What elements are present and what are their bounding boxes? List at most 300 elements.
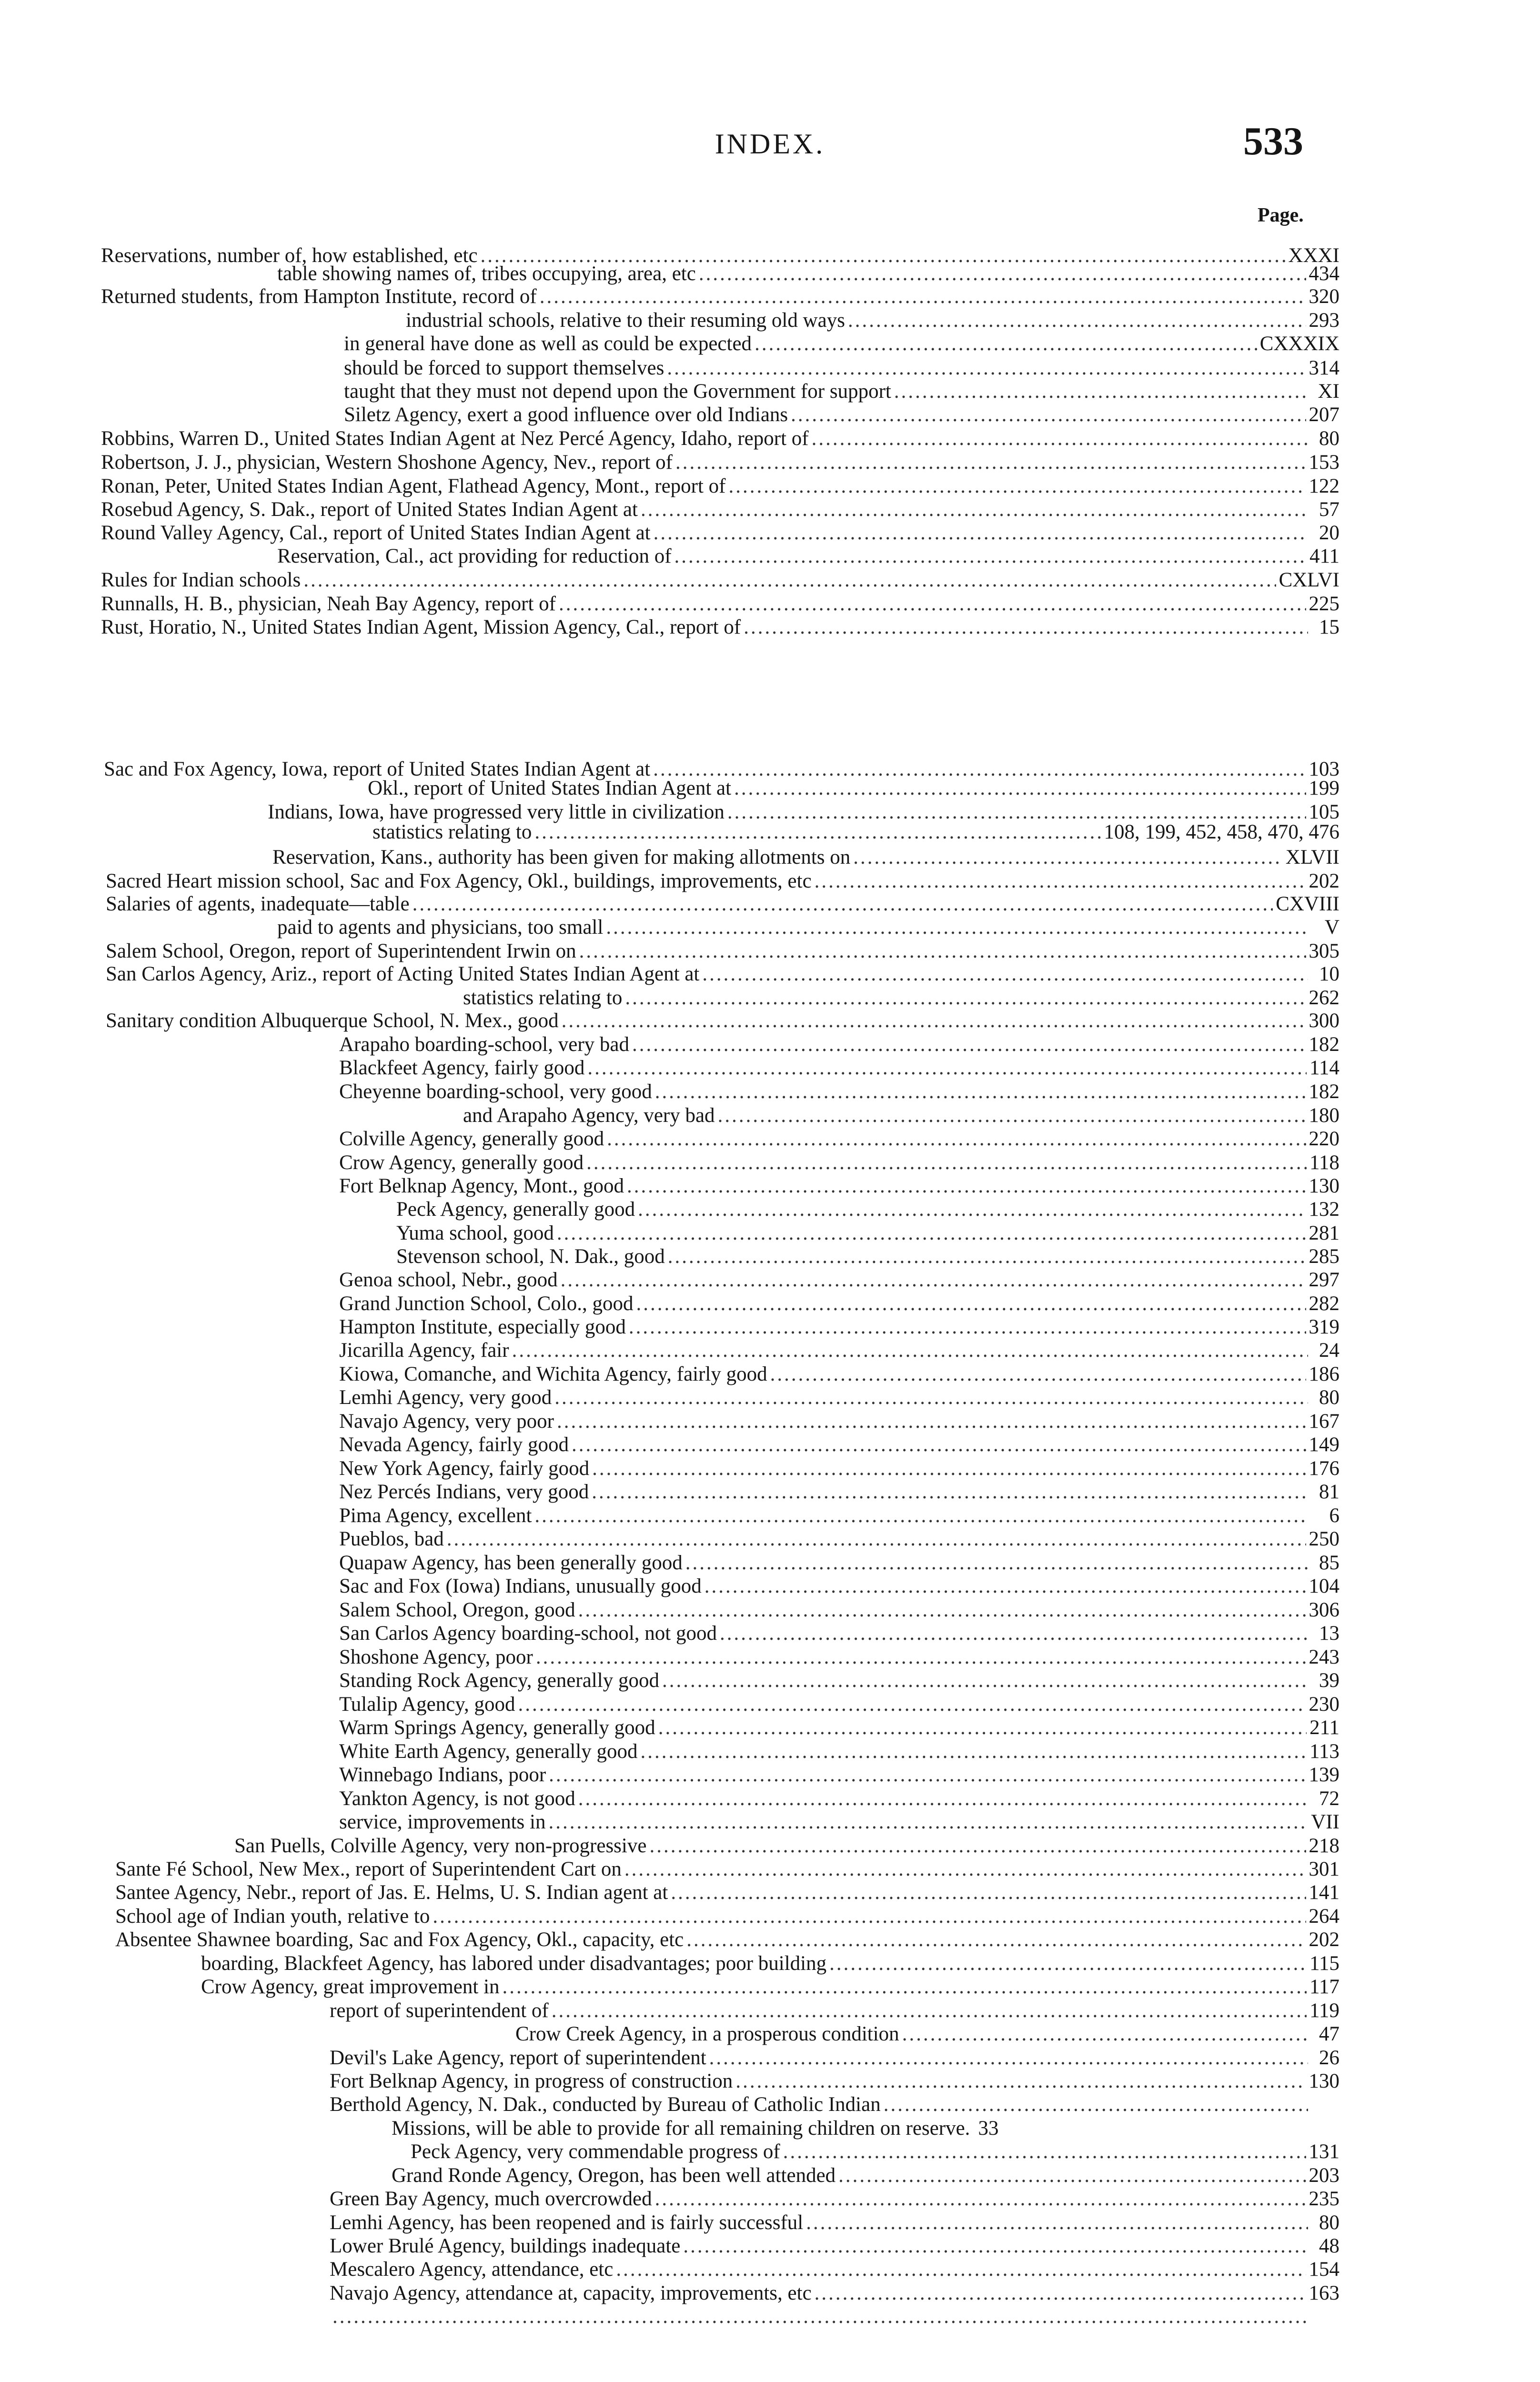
entry-page: 202 [1308, 870, 1339, 892]
dot-leader [667, 356, 1306, 380]
entry-text: should be forced to support themselves [344, 357, 664, 379]
dot-leader [433, 1905, 1306, 1928]
entry-page: 114 [1309, 1057, 1339, 1079]
dot-leader [557, 1221, 1306, 1245]
entry-page: V [1324, 916, 1339, 939]
index-entry [339, 1693, 1339, 1716]
entry-text: Quapaw Agency, has been generally good [339, 1552, 683, 1574]
entry-page: CXLVI [1278, 569, 1339, 591]
entry-text: Arapaho boarding-school, very bad [339, 1033, 629, 1056]
entry-page: 182 [1308, 1080, 1339, 1103]
index-entry [406, 309, 1339, 333]
dot-leader [655, 2187, 1306, 2211]
entry-text: Ronan, Peter, United States Indian Agent, Flathead Agency, Mont., report of [101, 475, 726, 497]
entry-page: 243 [1308, 1646, 1339, 1668]
entry-page: 186 [1308, 1363, 1339, 1385]
index-entry [339, 1457, 1339, 1481]
index-entry [396, 1245, 1339, 1269]
entry-page: 218 [1308, 1835, 1339, 1857]
dot-leader [536, 1645, 1306, 1669]
dot-leader [332, 2305, 1308, 2329]
dot-leader [586, 1151, 1307, 1175]
index-entry [101, 592, 1339, 616]
index-entry [339, 1716, 1339, 1740]
index-entry [101, 521, 1339, 545]
index-entry [339, 1669, 1339, 1693]
index-entry [515, 2022, 1339, 2046]
entry-text: New York Agency, fairly good [339, 1457, 590, 1480]
dot-leader [744, 616, 1308, 639]
entry-page: 81 [1319, 1481, 1339, 1503]
entry-text: Absentee Shawnee boarding, Sac and Fox Agency, Okl., capacity, etc [115, 1928, 684, 1951]
entry-text: Peck Agency, very commendable progress of [411, 2140, 780, 2163]
entry-page: 103 [1308, 758, 1339, 780]
index-entry [339, 1339, 1339, 1363]
entry-text: Sacred Heart mission school, Sac and Fox Agency, Okl., buildings, improvements, etc [106, 870, 812, 892]
entry-page: 105 [1308, 801, 1339, 823]
index-entry [339, 1410, 1339, 1433]
index-entry [101, 568, 1339, 592]
index-entry [277, 916, 1339, 939]
entry-text: Tulalip Agency, good [339, 1693, 515, 1716]
dot-leader [815, 869, 1306, 893]
entry-text: Nez Percés Indians, very good [339, 1481, 589, 1503]
entry-text: Crow Agency, generally good [339, 1151, 584, 1174]
index-entry [339, 1645, 1339, 1669]
dot-leader [755, 332, 1257, 356]
entry-page: 207 [1308, 404, 1339, 426]
entry-page: 13 [1319, 1622, 1339, 1645]
entry-text: Colville Agency, generally good [339, 1128, 604, 1150]
entry-text: Winnebago Indians, poor [339, 1764, 546, 1786]
entry-text: Salaries of agents, inadequate—table [106, 893, 410, 915]
entry-page: 20 [1319, 522, 1339, 544]
entry-text: Salem School, Oregon, report of Superintendent Irwin on [106, 940, 576, 962]
entry-page: 154 [1308, 2258, 1339, 2281]
dot-leader [671, 1881, 1306, 1905]
index-entry [339, 1598, 1339, 1622]
index-entry [339, 1033, 1339, 1057]
entry-page: XI [1318, 380, 1339, 403]
entry-page: 80 [1319, 427, 1339, 450]
entry-text: Berthold Agency, N. Dak., conducted by Bureau of Catholic Indian [330, 2093, 881, 2116]
entry-page: 202 [1308, 1928, 1339, 1951]
dot-leader [718, 1104, 1306, 1128]
dot-leader [552, 1999, 1307, 2023]
entry-page: 297 [1308, 1269, 1339, 1291]
entry-page: 10 [1319, 963, 1339, 985]
entry-text: Returned students, from Hampton Institute, record of [101, 285, 537, 308]
entry-page: 72 [1319, 1787, 1339, 1810]
dot-leader [534, 820, 1101, 844]
index-entry [339, 1056, 1339, 1080]
dot-leader [503, 1975, 1307, 1999]
entry-text: Rules for Indian schools [101, 569, 301, 591]
dot-leader [638, 1198, 1306, 1221]
entry-page: 115 [1309, 1952, 1339, 1975]
index-entry [101, 474, 1339, 498]
entry-page: 281 [1308, 1222, 1339, 1244]
dot-leader [705, 1575, 1306, 1598]
index-entry [115, 1857, 1339, 1881]
running-title: INDEX. [715, 128, 825, 160]
entry-page: 203 [1308, 2164, 1339, 2187]
entry-text: Yuma school, good [396, 1222, 554, 1244]
entry-text: Shoshone Agency, poor [339, 1646, 533, 1668]
dot-leader [884, 2093, 1308, 2117]
dot-leader [624, 1857, 1306, 1881]
dot-leader [720, 1622, 1308, 1645]
entry-page: 250 [1308, 1528, 1339, 1550]
entry-page: 85 [1319, 1552, 1339, 1574]
index-entry [339, 1810, 1339, 1834]
dot-leader [554, 1386, 1308, 1410]
entry-text: San Puells, Colville Agency, very non-progressive [234, 1835, 647, 1857]
entry-text: Genoa school, Nebr., good [339, 1269, 558, 1291]
entry-page: 139 [1308, 1764, 1339, 1786]
dot-leader [806, 2211, 1308, 2235]
dot-leader [674, 545, 1307, 568]
entry-text: Crow Creek Agency, in a prosperous condition [515, 2023, 899, 2045]
dot-leader [447, 1527, 1306, 1551]
entry-page: 211 [1309, 1716, 1339, 1739]
entry-text: Lemhi Agency, has been reopened and is fairly successful [330, 2211, 804, 2234]
index-entry [339, 1151, 1339, 1175]
entry-text: Rust, Horatio, N., United States Indian Agent, Mission Agency, Cal., report of [101, 616, 741, 638]
entry-page: 434 [1308, 262, 1339, 285]
dot-leader [557, 1410, 1306, 1433]
entry-page: 33 [978, 2117, 999, 2140]
entry-page: 113 [1309, 1740, 1339, 1763]
index-entry [330, 2093, 1339, 2117]
entry-text: Siletz Agency, exert a good influence over old Indians [344, 404, 788, 426]
entry-page: XLVII [1285, 846, 1339, 868]
entry-text: industrial schools, relative to their resuming old ways [406, 309, 845, 332]
dot-leader [838, 2164, 1306, 2188]
entry-page: 119 [1309, 1999, 1339, 2022]
dot-leader [592, 1457, 1306, 1481]
dot-leader [592, 1480, 1308, 1504]
page-column-heading: Page. [1258, 204, 1304, 226]
entry-page: 285 [1308, 1245, 1339, 1268]
entry-page: 199 [1308, 777, 1339, 799]
dot-leader [632, 1033, 1306, 1057]
index-entry [201, 1975, 1339, 1999]
entry-page: 314 [1308, 357, 1339, 379]
index-entry [339, 1386, 1339, 1410]
index-entry [101, 498, 1339, 522]
entry-text: statistics relating to [463, 987, 623, 1009]
entry-text: Cheyenne boarding-school, very good [339, 1080, 652, 1103]
entry-page: 300 [1308, 1009, 1339, 1032]
index-entry [106, 962, 1339, 986]
dot-leader [578, 1787, 1308, 1811]
entry-page: 167 [1308, 1410, 1339, 1433]
entry-page: 282 [1308, 1292, 1339, 1315]
entry-text: Round Valley Agency, Cal., report of United States Indian Agent at [101, 522, 651, 544]
entry-text: Lemhi Agency, very good [339, 1386, 552, 1409]
index-entry [392, 2164, 1339, 2188]
dot-leader [616, 2258, 1306, 2281]
dot-leader [791, 403, 1306, 427]
entry-text: service, improvements in [339, 1811, 546, 1833]
index-entry [344, 403, 1339, 427]
entry-text: Pueblos, bad [339, 1528, 444, 1550]
entry-page: 305 [1308, 940, 1339, 962]
dot-leader [572, 1433, 1306, 1457]
entry-text: Reservations, number of, how established, etc [101, 244, 478, 267]
entry-text: Jicarilla Agency, fair [339, 1339, 509, 1362]
dot-leader [413, 892, 1273, 916]
entry-page: 293 [1308, 309, 1339, 332]
index-entry [339, 1740, 1339, 1764]
entry-text: Runnalls, H. B., physician, Neah Bay Agency, report of [101, 593, 556, 615]
dot-leader [518, 1693, 1306, 1716]
entry-text: Standing Rock Agency, generally good [339, 1669, 659, 1692]
entry-page: 39 [1319, 1669, 1339, 1692]
entry-text: Pima Agency, excellent [339, 1504, 532, 1527]
dot-leader [654, 521, 1308, 545]
entry-text: and Arapaho Agency, very bad [463, 1104, 715, 1127]
index-entry [330, 2305, 1339, 2329]
entry-page: 130 [1308, 1175, 1339, 1197]
dot-leader [662, 1669, 1308, 1693]
entry-text: Robbins, Warren D., United States Indian Agent at Nez Percé Agency, Idaho, report of [101, 427, 809, 450]
dot-leader [559, 592, 1306, 616]
index-entry [101, 616, 1339, 639]
entry-page: 264 [1308, 1905, 1339, 1928]
entry-page: 301 [1308, 1858, 1339, 1880]
entry-text: taught that they must not depend upon the Government for support [344, 380, 891, 403]
index-entry [339, 1433, 1339, 1457]
index-entry [344, 332, 1339, 356]
entry-page: 104 [1308, 1575, 1339, 1597]
dot-leader [303, 568, 1276, 592]
entry-text: Warm Springs Agency, generally good [339, 1716, 655, 1739]
index-entry [344, 380, 1339, 404]
dot-leader [735, 2069, 1306, 2093]
index-entry [368, 777, 1339, 800]
index-entry [101, 427, 1339, 451]
index-entry [330, 2187, 1339, 2211]
entry-text: Grand Junction School, Colo., good [339, 1292, 634, 1315]
index-entry [339, 1174, 1339, 1198]
index-entry [330, 2046, 1339, 2070]
entry-page: 176 [1308, 1457, 1339, 1480]
dot-leader [815, 2281, 1306, 2305]
entry-text: Hampton Institute, especially good [339, 1316, 626, 1338]
index-entry [463, 1104, 1339, 1128]
index-entry [463, 986, 1339, 1010]
entry-text: table showing names of, tribes occupying, area, etc [277, 262, 696, 285]
entry-text: San Carlos Agency, Ariz., report of Acting United States Indian Agent at [106, 963, 700, 985]
dot-leader [783, 2140, 1306, 2164]
entry-text: Rosebud Agency, S. Dak., report of United States Indian Agent at [101, 498, 638, 521]
index-entry [339, 1504, 1339, 1528]
entry-text: Sac and Fox (Iowa) Indians, unusually good [339, 1575, 702, 1597]
entry-text: paid to agents and physicians, too small [277, 916, 604, 939]
entry-text: Fort Belknap Agency, in progress of construction [330, 2070, 733, 2092]
index-entry [339, 1480, 1339, 1504]
entry-text: Stevenson school, N. Dak., good [396, 1245, 665, 1268]
entry-page: 153 [1308, 451, 1339, 474]
entry-page: 262 [1308, 987, 1339, 1009]
index-entry [330, 2258, 1339, 2281]
index-entry [339, 1363, 1339, 1386]
dot-leader [512, 1339, 1308, 1363]
entry-text: Sanitary condition Albuquerque School, N. Mex., good [106, 1009, 559, 1032]
dot-leader [902, 2022, 1308, 2046]
dot-leader [655, 1080, 1306, 1104]
entry-text: Nevada Agency, fairly good [339, 1433, 569, 1456]
entry-text: report of superintendent of [330, 1999, 549, 2022]
index-entry [339, 1292, 1339, 1316]
entry-page: 26 [1319, 2047, 1339, 2069]
entry-text: Indians, Iowa, have progressed very little in civilization [268, 801, 725, 823]
index-entry [115, 1928, 1339, 1952]
entry-text: Navajo Agency, attendance at, capacity, improvements, etc [330, 2282, 812, 2304]
entry-page: 118 [1309, 1151, 1339, 1174]
index-entry [372, 820, 1339, 844]
entry-text: Fort Belknap Agency, Mont., good [339, 1175, 624, 1197]
index-entry [106, 869, 1339, 893]
dot-leader [578, 1598, 1306, 1622]
entry-page: 47 [1319, 2023, 1339, 2045]
entry-page: 319 [1308, 1316, 1339, 1338]
index-entry [339, 1575, 1339, 1598]
entry-text: Green Bay Agency, much overcrowded [330, 2188, 652, 2210]
entry-text: Sac and Fox Agency, Iowa, report of United States Indian Agent at [104, 758, 651, 780]
index-entry [330, 2211, 1339, 2235]
entry-page: XXXI [1288, 244, 1339, 267]
dot-leader [606, 916, 1308, 939]
index-entry [396, 1221, 1339, 1245]
entry-page: VII [1311, 1811, 1339, 1833]
index-entry [339, 1787, 1339, 1811]
index-entry [106, 892, 1339, 916]
page-number: 533 [1243, 119, 1303, 163]
entry-page: 6 [1329, 1504, 1339, 1527]
dot-leader [685, 1551, 1308, 1575]
entry-text: Grand Ronde Agency, Oregon, has been well attended [392, 2164, 836, 2187]
dot-leader [625, 986, 1306, 1010]
entry-page: 141 [1308, 1881, 1339, 1904]
entry-text: Missions, will be able to provide for all remaining children on reserve. [392, 2117, 970, 2140]
entry-text: Navajo Agency, very poor [339, 1410, 554, 1433]
entry-text: Lower Brulé Agency, buildings inadequate [330, 2235, 681, 2257]
index-entry [339, 1080, 1339, 1104]
entry-text: White Earth Agency, generally good [339, 1740, 638, 1763]
index-entry [396, 1198, 1339, 1221]
entry-text: statistics relating to [372, 821, 532, 843]
dot-leader [699, 262, 1306, 286]
dot-leader [686, 1928, 1306, 1952]
index-entry [201, 1952, 1339, 1976]
index-entry [106, 1009, 1339, 1033]
index-entry [106, 939, 1339, 963]
entry-page: 163 [1308, 2282, 1339, 2304]
entry-text: Yankton Agency, is not good [339, 1787, 575, 1810]
entry-page: 132 [1308, 1198, 1339, 1221]
entry-text: Mescalero Agency, attendance, etc [330, 2258, 614, 2281]
dot-leader [829, 1952, 1307, 1976]
entry-text: Salem School, Oregon, good [339, 1599, 575, 1621]
dot-leader [658, 1716, 1307, 1740]
entry-text: Okl., report of United States Indian Agent at [368, 777, 732, 799]
index-entry [411, 2140, 1339, 2164]
index-entry [115, 1881, 1339, 1905]
entry-page: 320 [1308, 285, 1339, 308]
entry-page: 225 [1308, 593, 1339, 615]
dot-leader [734, 777, 1306, 800]
dot-leader [579, 939, 1306, 963]
dot-leader [894, 380, 1308, 404]
entry-page: CXVIII [1276, 893, 1339, 915]
entry-page: 80 [1319, 2211, 1339, 2234]
entry-page: 180 [1308, 1104, 1339, 1127]
index-entry [339, 1527, 1339, 1551]
dot-leader [812, 427, 1308, 451]
entry-text: San Carlos Agency boarding-school, not good [339, 1622, 717, 1645]
index-entry [339, 1315, 1339, 1339]
dot-leader [540, 285, 1306, 309]
entry-text: School age of Indian youth, relative to [115, 1905, 430, 1928]
dot-leader [641, 498, 1308, 522]
index-entry [330, 2281, 1339, 2305]
index-entry [392, 2117, 1339, 2140]
entry-text: Reservation, Cal., act providing for reduction of [277, 545, 672, 567]
entry-page: 57 [1319, 498, 1339, 521]
entry-page: 80 [1319, 1386, 1339, 1409]
dot-leader [534, 1504, 1308, 1528]
dot-leader [629, 1315, 1306, 1339]
entry-text: Robertson, J. J., physician, Western Shoshone Agency, Nev., report of [101, 451, 673, 474]
entry-text: Kiowa, Comanche, and Wichita Agency, fairly good [339, 1363, 767, 1385]
dot-leader [549, 1763, 1306, 1787]
entry-text: Peck Agency, generally good [396, 1198, 635, 1221]
index-entry [339, 1268, 1339, 1292]
entry-page: 411 [1309, 545, 1339, 567]
entry-page: 130 [1308, 2070, 1339, 2092]
index-entry [330, 2069, 1339, 2093]
entry-page: CXXXIX [1259, 333, 1339, 355]
index-entry [101, 451, 1339, 474]
entry-text: boarding, Blackfeet Agency, has labored under disadvantages; poor building [201, 1952, 827, 1975]
index-entry [330, 2234, 1339, 2258]
entry-page: 230 [1308, 1693, 1339, 1716]
entry-text: in general have done as well as could be expected [344, 333, 752, 355]
entry-page: 131 [1308, 2140, 1339, 2163]
dot-leader [770, 1363, 1306, 1386]
dot-leader [562, 1009, 1306, 1033]
index-entry [339, 1551, 1339, 1575]
dot-leader [668, 1245, 1306, 1269]
dot-leader [702, 962, 1308, 986]
dot-leader [607, 1127, 1306, 1151]
index-entry [339, 1763, 1339, 1787]
index-entry [339, 1127, 1339, 1151]
dot-leader [675, 451, 1306, 474]
entry-page: 48 [1319, 2235, 1339, 2257]
dot-leader [548, 1810, 1308, 1834]
dot-leader [561, 1268, 1306, 1292]
dot-leader [636, 1292, 1306, 1316]
entry-text: Reservation, Kans., authority has been given for making allotments on [272, 846, 851, 868]
entry-page: 117 [1309, 1976, 1339, 1998]
index-entry [115, 1905, 1339, 1928]
dot-leader [627, 1174, 1306, 1198]
index-entry [330, 1999, 1339, 2023]
